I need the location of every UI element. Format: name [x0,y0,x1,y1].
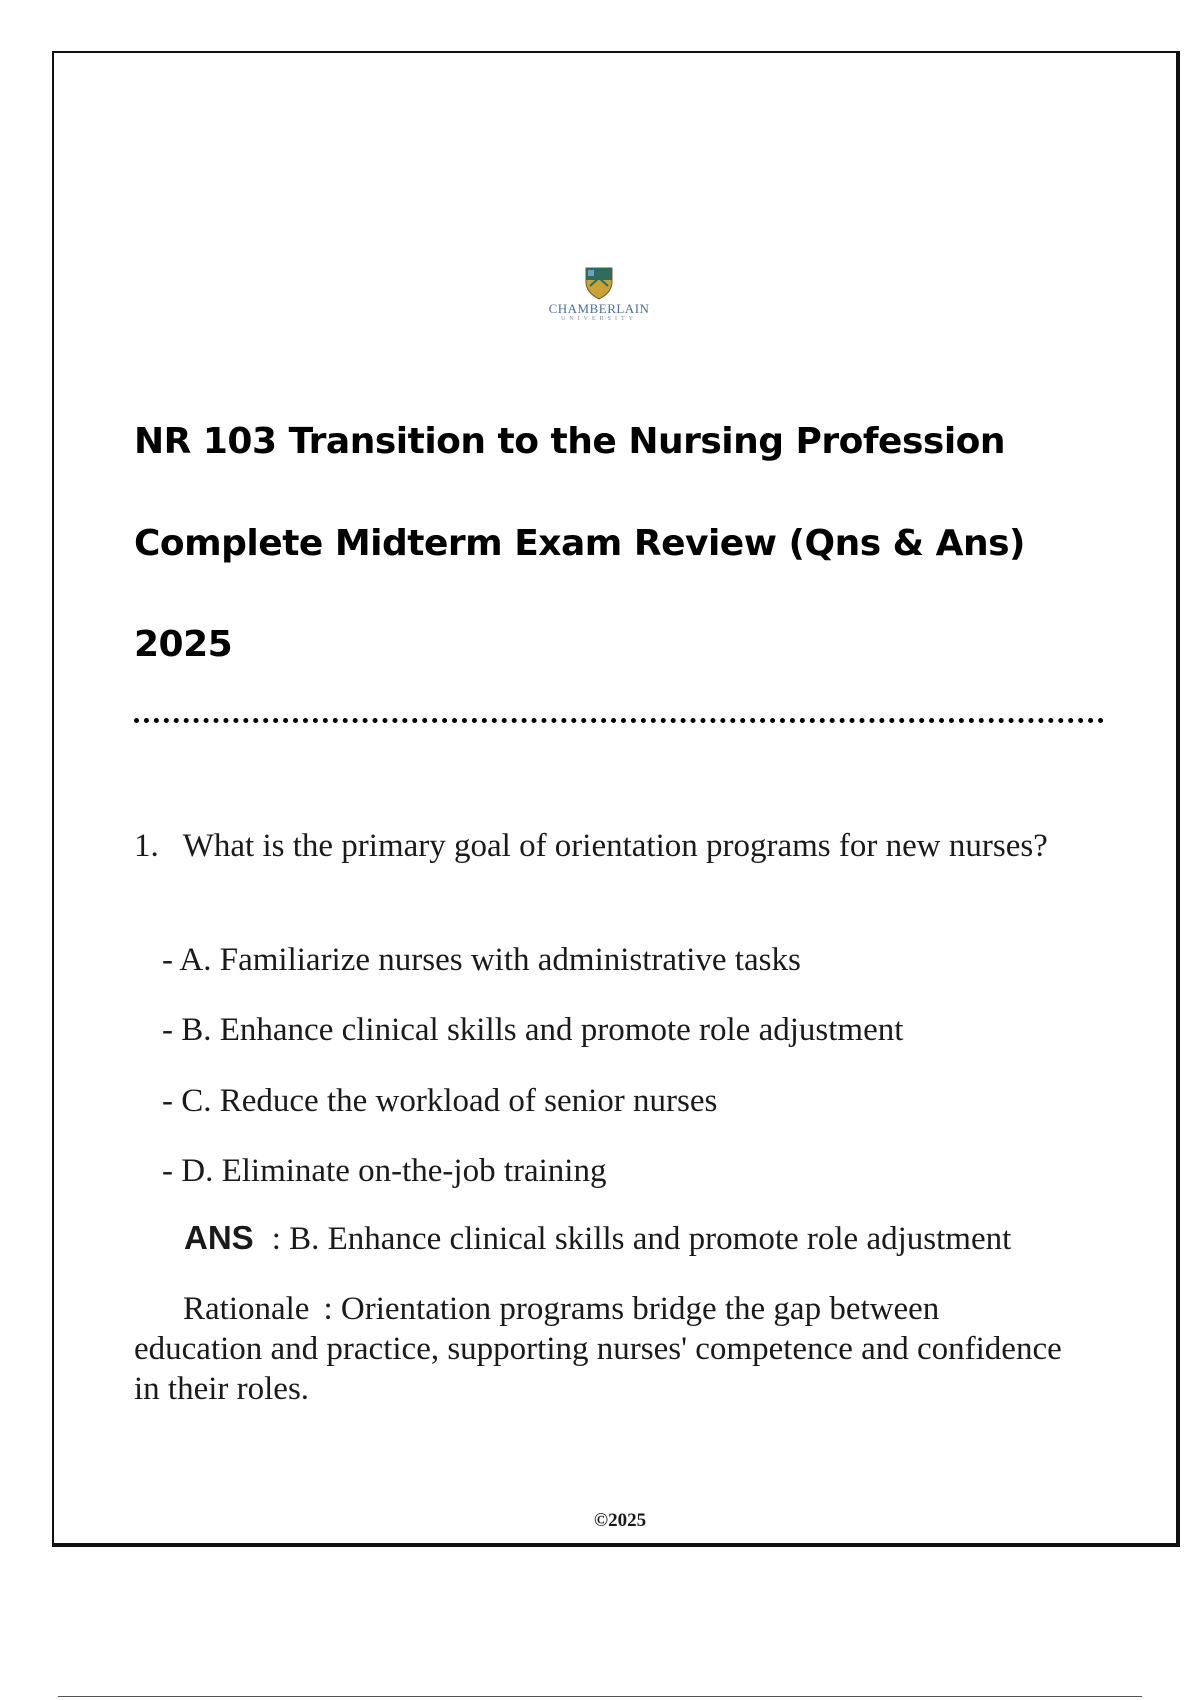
answer-label: ANS [184,1219,254,1256]
logo-subtitle: UNIVERSITY [561,316,637,322]
option-a: - A. Familiarize nurses with administrative tasks [162,942,801,978]
rationale-text: : Orientation programs bridge the gap between education and practice, supporting nurses' competence and confidence in their roles. [134,1291,1062,1407]
question-text: What is the primary goal of orientation programs for new nurses? [182,828,1048,864]
answer-text: : B. Enhance clinical skills and promote role adjustment [271,1221,1012,1257]
bottom-divider [58,1696,1142,1697]
option-d: - D. Eliminate on-the-job training [162,1153,607,1189]
university-logo [539,266,659,322]
option-c: - C. Reduce the workload of senior nurses [162,1083,718,1119]
title-line-1: NR 103 Transition to the Nursing Profession [134,421,1006,462]
title-line-3: 2025 [134,624,233,665]
answer-line [184,1221,1011,1256]
title-line-2: Complete Midterm Exam Review (Qns & Ans) [134,523,1025,564]
question-1 [134,825,1064,867]
copyright: ©2025 [593,1510,647,1531]
rationale-label: Rationale [183,1291,310,1327]
shield-crest-icon [584,266,614,300]
rationale [134,1289,1064,1409]
dotted-divider [134,718,1104,723]
logo-name: CHAMBERLAIN [548,301,650,316]
question-number: 1. [134,828,159,864]
option-b: - B. Enhance clinical skills and promote role adjustment [162,1012,904,1048]
